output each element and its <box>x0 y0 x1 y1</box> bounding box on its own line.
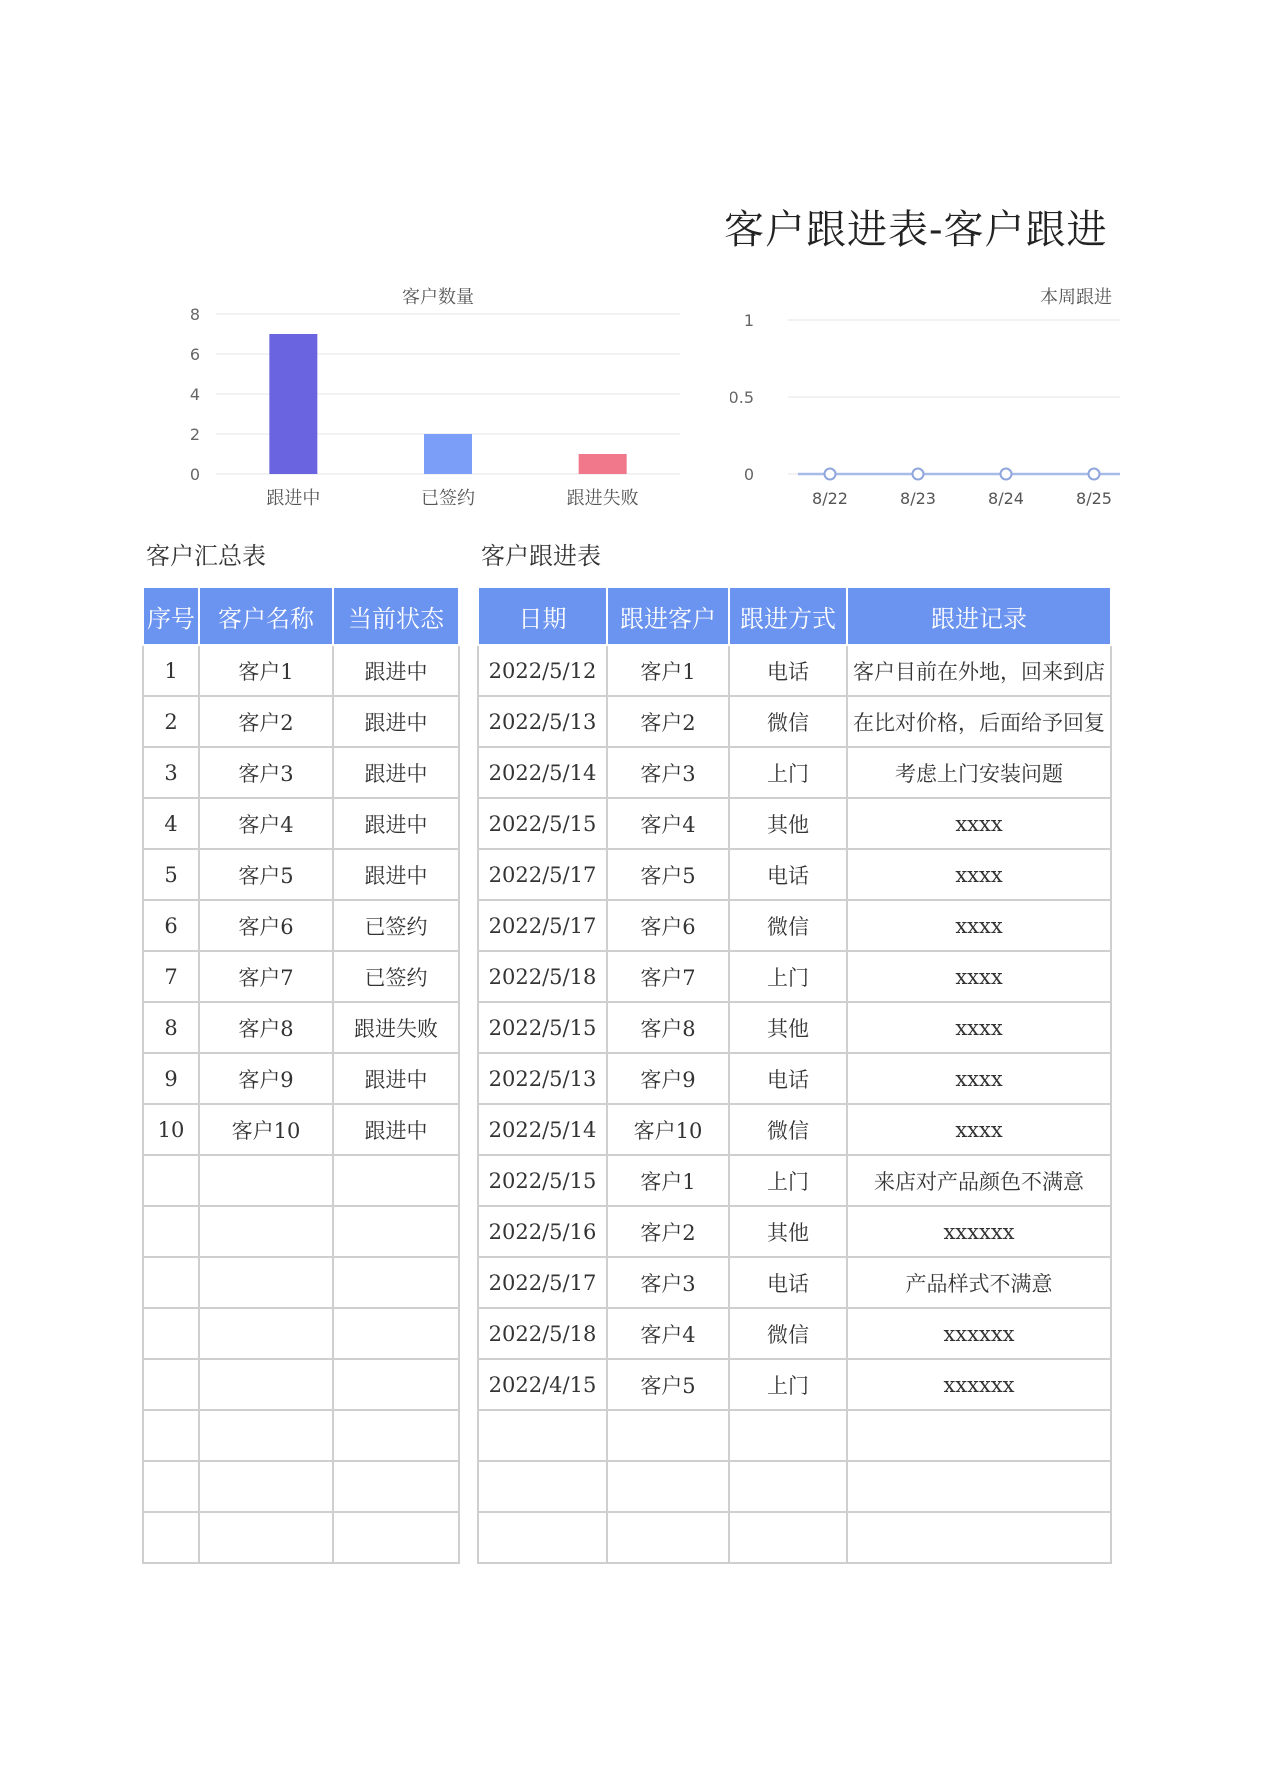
summary-header-status: 当前状态 <box>333 587 459 645</box>
followup-header-method: 跟进方式 <box>729 587 847 645</box>
bar-x-tick-label: 跟进中 <box>266 488 321 509</box>
followup-cell-text: 微信 <box>767 914 809 939</box>
followup-cell-text: 客户1 <box>640 659 696 684</box>
followup-cell-date <box>478 645 607 696</box>
summary-table-row <box>143 645 459 696</box>
followup-cell-customer <box>607 1104 729 1155</box>
summary-cell-name <box>199 1155 333 1206</box>
bar-mark <box>424 434 472 474</box>
summary-cell-index <box>143 1053 199 1104</box>
summary-cell-text: 跟进中 <box>364 710 428 735</box>
followup-cell-date <box>478 1206 607 1257</box>
summary-cell-text: 跟进中 <box>364 812 428 837</box>
followup-cell-text: 上门 <box>767 1169 809 1194</box>
followup-table-row <box>478 849 1111 900</box>
followup-cell-customer <box>607 951 729 1002</box>
followup-cell-date <box>478 747 607 798</box>
summary-table <box>142 586 460 1564</box>
summary-cell-index <box>143 900 199 951</box>
followup-cell-record <box>847 1308 1111 1359</box>
summary-cell-text: 跟进中 <box>364 761 428 786</box>
followup-cell-text: 客户6 <box>640 914 696 939</box>
followup-cell-text: 2022/5/17 <box>488 913 597 938</box>
summary-table-row <box>143 1359 459 1410</box>
followup-cell-record <box>847 1104 1111 1155</box>
summary-table-row <box>143 900 459 951</box>
followup-cell-text: 考虑上门安装问题 <box>895 761 1063 786</box>
followup-cell-text: 2022/5/17 <box>488 862 597 887</box>
followup-cell-record <box>847 900 1111 951</box>
followup-cell-date <box>478 1512 607 1563</box>
followup-section-title: 客户跟进表 <box>481 542 601 570</box>
summary-cell-text: 客户3 <box>238 761 294 786</box>
followup-table-row <box>478 1359 1111 1410</box>
followup-cell-record <box>847 1359 1111 1410</box>
followup-cell-customer <box>607 1206 729 1257</box>
summary-cell-text: 3 <box>164 760 178 785</box>
summary-cell-name <box>199 696 333 747</box>
bar-y-tick-label: 0 <box>189 465 200 484</box>
followup-cell-text: 客户3 <box>640 761 696 786</box>
followup-cell-text: 电话 <box>767 1271 809 1296</box>
summary-cell-index <box>143 1002 199 1053</box>
summary-cell-status <box>333 645 459 696</box>
bar-y-tick-label: 6 <box>189 345 200 364</box>
followup-cell-text: 客户1 <box>640 1169 696 1194</box>
followup-cell-date <box>478 1053 607 1104</box>
summary-cell-status <box>333 1257 459 1308</box>
followup-cell-text: 2022/5/13 <box>488 709 597 734</box>
summary-cell-text: 客户2 <box>238 710 294 735</box>
followup-header-row <box>478 587 1111 645</box>
summary-cell-status <box>333 1359 459 1410</box>
followup-cell-date <box>478 849 607 900</box>
bar-x-tick-label: 跟进失败 <box>566 488 639 509</box>
summary-table-row <box>143 849 459 900</box>
followup-table-row <box>478 645 1111 696</box>
followup-cell-customer <box>607 1359 729 1410</box>
summary-table-row <box>143 798 459 849</box>
followup-header-date: 日期 <box>478 587 607 645</box>
followup-cell-method <box>729 696 847 747</box>
weekly-followup-chart <box>730 278 1120 518</box>
followup-cell-record <box>847 951 1111 1002</box>
summary-cell-text: 客户1 <box>238 659 294 684</box>
summary-cell-status <box>333 798 459 849</box>
followup-cell-text: 2022/5/14 <box>488 1117 597 1142</box>
followup-cell-text: 2022/5/18 <box>488 1321 597 1346</box>
summary-header-row <box>143 587 459 645</box>
followup-cell-text: 其他 <box>767 812 809 837</box>
weekly-followup-chart-svg <box>730 278 1120 518</box>
customer-count-chart-svg <box>180 278 690 518</box>
followup-cell-date <box>478 1155 607 1206</box>
followup-cell-text: 客户5 <box>640 1373 696 1398</box>
followup-cell-record <box>847 1155 1111 1206</box>
summary-cell-index <box>143 1308 199 1359</box>
followup-cell-text: 客户4 <box>640 1322 696 1347</box>
summary-cell-name <box>199 1410 333 1461</box>
followup-cell-customer <box>607 1410 729 1461</box>
followup-table-row <box>478 1053 1111 1104</box>
summary-table-row <box>143 1308 459 1359</box>
summary-cell-index <box>143 747 199 798</box>
line-y-tick-label: 0.5 <box>730 388 754 407</box>
followup-cell-text: 微信 <box>767 1118 809 1143</box>
summary-table-row <box>143 1257 459 1308</box>
followup-cell-text: 其他 <box>767 1016 809 1041</box>
followup-cell-record <box>847 849 1111 900</box>
followup-cell-text: 微信 <box>767 1322 809 1347</box>
followup-table-row <box>478 1104 1111 1155</box>
summary-cell-index <box>143 1512 199 1563</box>
summary-cell-name <box>199 1461 333 1512</box>
summary-cell-status <box>333 1155 459 1206</box>
followup-cell-record <box>847 1002 1111 1053</box>
followup-table-row <box>478 900 1111 951</box>
followup-cell-method <box>729 849 847 900</box>
summary-cell-name <box>199 1002 333 1053</box>
summary-cell-name <box>199 747 333 798</box>
followup-cell-customer <box>607 798 729 849</box>
summary-table-row <box>143 1053 459 1104</box>
followup-cell-record <box>847 747 1111 798</box>
summary-cell-text: 客户8 <box>238 1016 294 1041</box>
followup-cell-method <box>729 1512 847 1563</box>
summary-table-row <box>143 696 459 747</box>
followup-cell-text: xxxx <box>955 1117 1003 1142</box>
summary-section-title: 客户汇总表 <box>146 542 266 570</box>
followup-cell-text: 微信 <box>767 710 809 735</box>
followup-cell-text: 客户2 <box>640 710 696 735</box>
bar-chart-title: 客户数量 <box>402 287 474 308</box>
summary-cell-status <box>333 849 459 900</box>
followup-cell-text: xxxx <box>955 862 1003 887</box>
followup-cell-text: 2022/5/15 <box>488 1015 597 1040</box>
followup-cell-text: 2022/5/16 <box>488 1219 597 1244</box>
followup-cell-method <box>729 747 847 798</box>
summary-cell-text: 跟进中 <box>364 863 428 888</box>
summary-table-row <box>143 1512 459 1563</box>
followup-header-record: 跟进记录 <box>847 587 1111 645</box>
followup-cell-text: 2022/5/13 <box>488 1066 597 1091</box>
summary-cell-text: 跟进中 <box>364 659 428 684</box>
followup-cell-text: 客户8 <box>640 1016 696 1041</box>
followup-cell-text: 客户5 <box>640 863 696 888</box>
followup-cell-method <box>729 1359 847 1410</box>
followup-cell-date <box>478 1257 607 1308</box>
followup-cell-method <box>729 951 847 1002</box>
summary-cell-index <box>143 1410 199 1461</box>
followup-cell-text: 2022/5/12 <box>488 658 597 683</box>
followup-cell-record <box>847 1206 1111 1257</box>
followup-cell-method <box>729 1104 847 1155</box>
followup-cell-text: 客户4 <box>640 812 696 837</box>
followup-cell-customer <box>607 645 729 696</box>
followup-cell-customer <box>607 696 729 747</box>
summary-cell-status <box>333 1461 459 1512</box>
summary-cell-index <box>143 696 199 747</box>
summary-table-row <box>143 1461 459 1512</box>
followup-cell-customer <box>607 1002 729 1053</box>
followup-cell-customer <box>607 1257 729 1308</box>
summary-cell-status <box>333 1104 459 1155</box>
followup-cell-method <box>729 1308 847 1359</box>
followup-table-row <box>478 1461 1111 1512</box>
summary-cell-index <box>143 1206 199 1257</box>
followup-table-row <box>478 1410 1111 1461</box>
followup-cell-customer <box>607 747 729 798</box>
followup-cell-text: xxxxxx <box>943 1219 1015 1244</box>
followup-cell-method <box>729 1002 847 1053</box>
summary-header-index: 序号 <box>143 587 199 645</box>
followup-cell-record <box>847 798 1111 849</box>
followup-cell-record <box>847 1257 1111 1308</box>
summary-cell-text: 5 <box>164 862 178 887</box>
summary-cell-name <box>199 1053 333 1104</box>
bar-y-tick-label: 2 <box>189 425 200 444</box>
summary-cell-text: 客户4 <box>238 812 294 837</box>
summary-cell-status <box>333 951 459 1002</box>
followup-cell-text: 电话 <box>767 863 809 888</box>
followup-cell-method <box>729 1257 847 1308</box>
bar-y-tick-label: 8 <box>189 305 200 324</box>
summary-table-row <box>143 1002 459 1053</box>
followup-table-row <box>478 747 1111 798</box>
followup-table-row <box>478 1002 1111 1053</box>
summary-cell-index <box>143 1359 199 1410</box>
summary-cell-status <box>333 900 459 951</box>
followup-cell-date <box>478 798 607 849</box>
followup-cell-text: 来店对产品颜色不满意 <box>874 1169 1084 1194</box>
followup-cell-text: 2022/4/15 <box>488 1372 597 1397</box>
followup-table-row <box>478 798 1111 849</box>
summary-cell-status <box>333 696 459 747</box>
summary-cell-text: 4 <box>164 811 178 836</box>
followup-cell-method <box>729 1461 847 1512</box>
summary-cell-name <box>199 951 333 1002</box>
followup-table-row <box>478 1155 1111 1206</box>
followup-cell-text: 其他 <box>767 1220 809 1245</box>
line-x-tick-label: 8/23 <box>900 489 936 508</box>
line-y-tick-label: 0 <box>743 465 754 484</box>
followup-cell-text: 2022/5/18 <box>488 964 597 989</box>
followup-cell-text: xxxx <box>955 1066 1003 1091</box>
summary-cell-text: 客户6 <box>238 914 294 939</box>
summary-cell-text: 跟进失败 <box>354 1016 438 1041</box>
followup-cell-date <box>478 1002 607 1053</box>
followup-cell-date <box>478 1104 607 1155</box>
followup-table-row <box>478 1308 1111 1359</box>
followup-cell-text: 上门 <box>767 1373 809 1398</box>
summary-cell-index <box>143 1461 199 1512</box>
summary-cell-index <box>143 645 199 696</box>
followup-cell-text: xxxxxx <box>943 1372 1015 1397</box>
followup-cell-text: 2022/5/17 <box>488 1270 597 1295</box>
summary-cell-text: 已签约 <box>364 965 428 990</box>
summary-cell-index <box>143 798 199 849</box>
bar-x-tick-label: 已签约 <box>421 488 475 509</box>
followup-cell-method <box>729 1155 847 1206</box>
followup-cell-text: 上门 <box>767 761 809 786</box>
summary-cell-name <box>199 645 333 696</box>
followup-cell-text: 2022/5/14 <box>488 760 597 785</box>
followup-cell-method <box>729 1410 847 1461</box>
summary-cell-index <box>143 1155 199 1206</box>
summary-cell-text: 10 <box>157 1117 185 1142</box>
summary-table-row <box>143 1410 459 1461</box>
customer-count-chart <box>180 278 690 518</box>
followup-cell-date <box>478 1308 607 1359</box>
followup-cell-text: xxxxxx <box>943 1321 1015 1346</box>
line-x-tick-label: 8/22 <box>812 489 848 508</box>
followup-cell-text: 电话 <box>767 659 809 684</box>
followup-cell-text: 客户2 <box>640 1220 696 1245</box>
followup-table <box>477 586 1112 1564</box>
followup-table-row <box>478 1512 1111 1563</box>
followup-table-row <box>478 1257 1111 1308</box>
summary-cell-status <box>333 747 459 798</box>
line-point <box>825 469 836 480</box>
followup-cell-text: 2022/5/15 <box>488 1168 597 1193</box>
followup-cell-date <box>478 1461 607 1512</box>
summary-cell-name <box>199 1104 333 1155</box>
followup-header-customer: 跟进客户 <box>607 587 729 645</box>
followup-cell-text: xxxx <box>955 811 1003 836</box>
followup-cell-customer <box>607 1461 729 1512</box>
line-point <box>913 469 924 480</box>
summary-cell-name <box>199 1359 333 1410</box>
bar-mark <box>579 454 627 474</box>
followup-cell-text: 在比对价格，后面给予回复 <box>853 710 1105 735</box>
summary-cell-text: 8 <box>164 1015 178 1040</box>
summary-cell-text: 客户5 <box>238 863 294 888</box>
summary-cell-index <box>143 1104 199 1155</box>
followup-cell-customer <box>607 1308 729 1359</box>
summary-cell-text: 7 <box>164 964 178 989</box>
summary-cell-name <box>199 849 333 900</box>
followup-cell-method <box>729 798 847 849</box>
followup-cell-text: xxxx <box>955 913 1003 938</box>
summary-table-row <box>143 1206 459 1257</box>
bar-mark <box>269 334 317 474</box>
summary-cell-status <box>333 1053 459 1104</box>
followup-cell-record <box>847 1410 1111 1461</box>
summary-cell-text: 客户9 <box>238 1067 294 1092</box>
line-point <box>1001 469 1012 480</box>
followup-cell-customer <box>607 1155 729 1206</box>
followup-cell-customer <box>607 900 729 951</box>
followup-table-row <box>478 1206 1111 1257</box>
summary-cell-status <box>333 1002 459 1053</box>
followup-cell-date <box>478 696 607 747</box>
summary-cell-name <box>199 1206 333 1257</box>
summary-cell-text: 跟进中 <box>364 1118 428 1143</box>
followup-cell-method <box>729 900 847 951</box>
followup-cell-record <box>847 1053 1111 1104</box>
followup-cell-customer <box>607 1053 729 1104</box>
followup-cell-text: 客户10 <box>633 1118 703 1143</box>
followup-cell-record <box>847 645 1111 696</box>
summary-cell-status <box>333 1512 459 1563</box>
line-x-tick-label: 8/24 <box>988 489 1024 508</box>
followup-cell-text: 客户9 <box>640 1067 696 1092</box>
summary-cell-name <box>199 900 333 951</box>
line-chart-title: 本周跟进 <box>1040 287 1112 308</box>
summary-table-row <box>143 951 459 1002</box>
followup-cell-text: 电话 <box>767 1067 809 1092</box>
followup-cell-record <box>847 696 1111 747</box>
followup-cell-method <box>729 1206 847 1257</box>
followup-cell-text: 客户目前在外地，回来到店 <box>853 659 1105 684</box>
summary-cell-text: 跟进中 <box>364 1067 428 1092</box>
followup-cell-method <box>729 1053 847 1104</box>
followup-cell-customer <box>607 1512 729 1563</box>
page-title: 客户跟进表-客户跟进 <box>724 207 1108 253</box>
followup-cell-text: 上门 <box>767 965 809 990</box>
summary-cell-status <box>333 1410 459 1461</box>
line-x-tick-label: 8/25 <box>1076 489 1112 508</box>
followup-cell-text: 产品样式不满意 <box>905 1271 1053 1296</box>
followup-table-row <box>478 696 1111 747</box>
followup-cell-date <box>478 900 607 951</box>
line-point <box>1089 469 1100 480</box>
followup-cell-record <box>847 1512 1111 1563</box>
followup-cell-record <box>847 1461 1111 1512</box>
summary-cell-text: 1 <box>164 658 178 683</box>
summary-table-row <box>143 1104 459 1155</box>
summary-header-name: 客户名称 <box>199 587 333 645</box>
followup-cell-text: xxxx <box>955 1015 1003 1040</box>
followup-table-row <box>478 951 1111 1002</box>
summary-table-row <box>143 747 459 798</box>
line-y-tick-label: 1 <box>743 311 754 330</box>
summary-cell-name <box>199 1512 333 1563</box>
followup-cell-method <box>729 645 847 696</box>
followup-cell-date <box>478 1359 607 1410</box>
summary-cell-name <box>199 798 333 849</box>
summary-cell-text: 6 <box>164 913 178 938</box>
summary-cell-text: 9 <box>164 1066 178 1091</box>
followup-cell-date <box>478 1410 607 1461</box>
summary-cell-text: 客户10 <box>231 1118 301 1143</box>
summary-cell-name <box>199 1257 333 1308</box>
followup-cell-text: 2022/5/15 <box>488 811 597 836</box>
followup-cell-text: xxxx <box>955 964 1003 989</box>
followup-cell-date <box>478 951 607 1002</box>
summary-cell-index <box>143 951 199 1002</box>
followup-cell-text: 客户3 <box>640 1271 696 1296</box>
summary-cell-text: 2 <box>164 709 178 734</box>
summary-cell-name <box>199 1308 333 1359</box>
bar-y-tick-label: 4 <box>189 385 200 404</box>
summary-cell-text: 已签约 <box>364 914 428 939</box>
summary-cell-index <box>143 849 199 900</box>
summary-cell-index <box>143 1257 199 1308</box>
summary-cell-status <box>333 1308 459 1359</box>
summary-cell-status <box>333 1206 459 1257</box>
followup-cell-text: 客户7 <box>640 965 696 990</box>
summary-cell-text: 客户7 <box>238 965 294 990</box>
summary-table-row <box>143 1155 459 1206</box>
followup-cell-customer <box>607 849 729 900</box>
